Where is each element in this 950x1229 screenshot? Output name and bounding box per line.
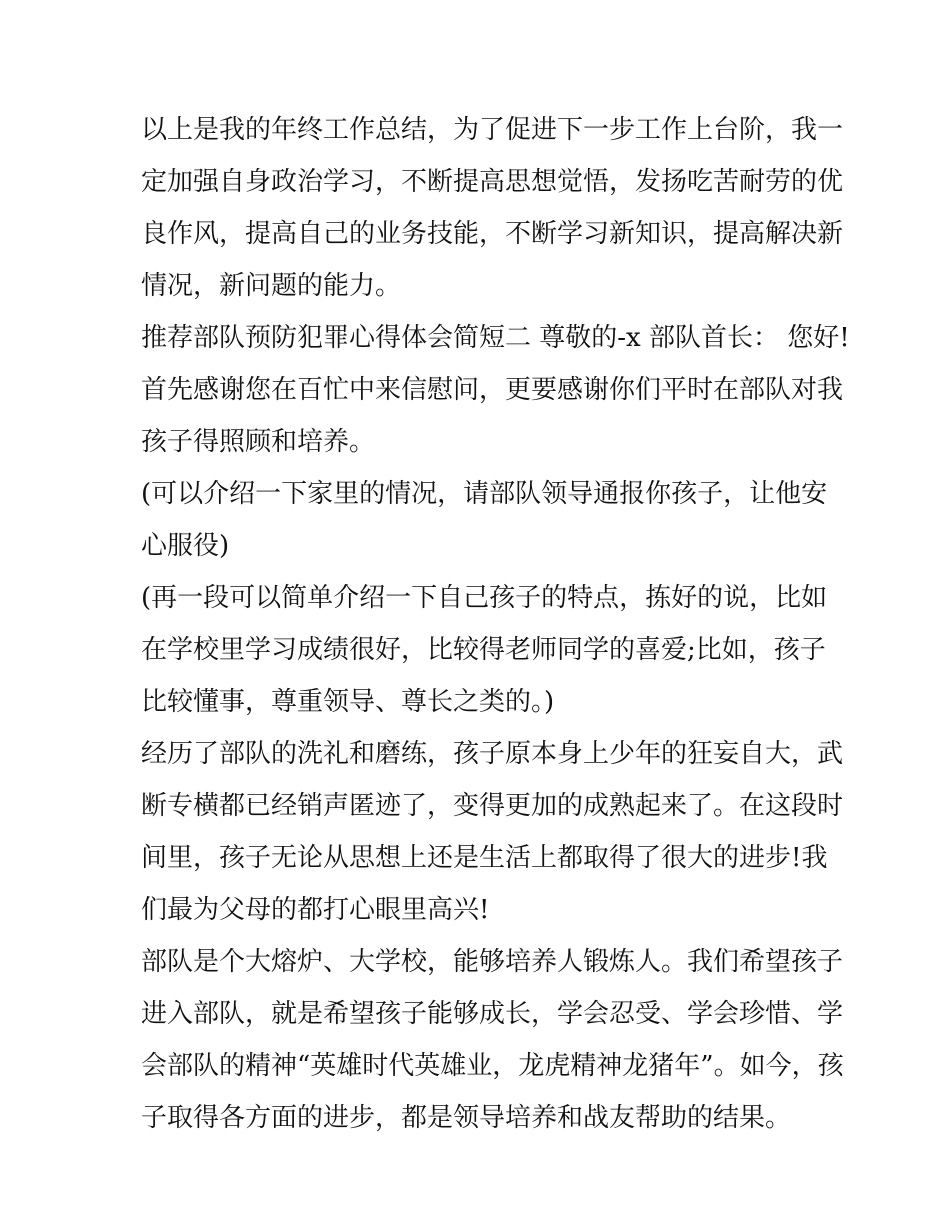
body-text-line: 子取得各方面的进步，都是领导培养和战友帮助的结果。	[141, 1103, 792, 1133]
body-text-line: (再一段可以简单介绍一下自己孩子的特点，拣好的说，比如	[141, 583, 828, 613]
body-text-line: 孩子得照顾和培养。	[141, 427, 376, 457]
body-text-line: 们最为父母的都打心眼里高兴!	[141, 895, 490, 925]
body-text-line: 推荐部队预防犯罪心得体会简短二 尊敬的-x 部队首长： 您好!	[141, 323, 850, 353]
body-text-line: 进入部队，就是希望孩子能够成长，学会忍受、学会珍惜、学	[141, 999, 844, 1029]
body-text-line: 断专横都已经销声匿迹了，变得更加的成熟起来了。在这段时	[141, 791, 844, 821]
body-text-line: 部队是个大熔炉、大学校，能够培养人锻炼人。我们希望孩子	[141, 947, 844, 977]
document-body	[141, 104, 850, 1144]
body-text-line: 心服役)	[141, 531, 230, 561]
body-text-line: 情况，新问题的能力。	[141, 271, 402, 301]
body-text-line: 定加强自身政治学习，不断提高思想觉悟，发扬吃苦耐劳的优	[141, 167, 844, 197]
body-text-line: 以上是我的年终工作总结，为了促进下一步工作上台阶，我一	[141, 115, 844, 145]
body-text-line: 会部队的精神“英雄时代英雄业，龙虎精神龙猪年”。如今，孩	[141, 1051, 844, 1081]
body-text-line: 良作风，提高自己的业务技能，不断学习新知识，提高解决新	[141, 219, 844, 249]
body-text-line: 比较懂事，尊重领导、尊长之类的。)	[141, 687, 555, 717]
body-text-line: 间里，孩子无论从思想上还是生活上都取得了很大的进步!我	[141, 843, 828, 873]
body-text-line: (可以介绍一下家里的情况，请部队领导通报你孩子，让他安	[141, 479, 828, 509]
body-text-line: 首先感谢您在百忙中来信慰问，更要感谢你们平时在部队对我	[141, 375, 844, 405]
body-text-line: 在学校里学习成绩很好，比较得老师同学的喜爱;比如，孩子	[141, 635, 826, 665]
body-text-line: 经历了部队的洗礼和磨练，孩子原本身上少年的狂妄自大，武	[141, 739, 844, 769]
